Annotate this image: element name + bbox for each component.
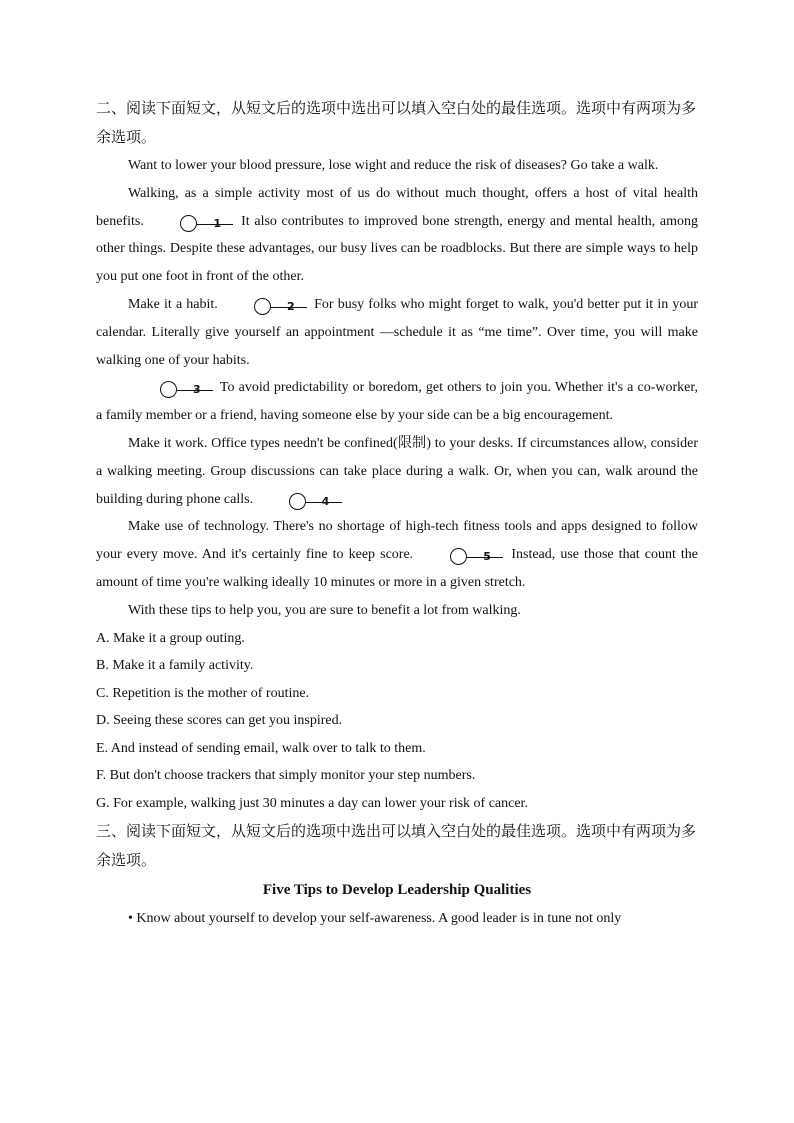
paragraph-text: It also contributes to improved bone strength, energy and mental health, among other things. Despite these advantages, our busy lives can be roadblocks. But there are simple ways to help you put one foot in front of the other.: [96, 213, 698, 285]
worksheet-page: [96, 94, 698, 933]
passage-title: Five Tips to Develop Leadership Qualities: [262, 882, 532, 899]
passage-paragraph-5: [96, 430, 698, 513]
blank-number: 4: [289, 493, 306, 510]
option-g[interactable]: G. For example, walking just 30 minutes a day can lower your risk of cancer.: [96, 795, 528, 811]
blank-number: 1: [180, 215, 197, 232]
option-list: [96, 625, 698, 818]
blank-line: [177, 378, 213, 391]
passage-paragraph-7: [96, 597, 698, 625]
blank-line: [197, 212, 233, 225]
option-d[interactable]: D. Seeing these scores can get you inspired.: [96, 713, 343, 729]
paragraph-text: Make it work. Office types needn't be confined(: [128, 435, 398, 451]
blank-3[interactable]: [128, 374, 216, 402]
blank-number: 5: [450, 548, 467, 565]
blank-number: 2: [254, 298, 271, 315]
paragraph-text: • Know about yourself to develop your self-awareness. A good leader is in tune not only: [128, 911, 622, 927]
paragraph-text: ) to your desks. If circumstances allow, consider a walking meeting. Group discussions can take place during a walk. Or, when you can, walk around the building during phone calls.: [96, 435, 698, 507]
paragraph-text: Make use of technology. There's no shortage of high-tech fitness tools and apps designed to follow your every move. And it's certainly fine to keep score.: [96, 519, 698, 563]
blank-1[interactable]: [148, 208, 236, 236]
paragraph-text: For busy folks who might forget to walk, you'd better put it in your calendar. Literally give yourself an appointment —schedule it as “me time”. Over time, you will make walking one of your habits.: [96, 296, 699, 368]
option-e[interactable]: E. And instead of sending email, walk over to talk to them.: [96, 740, 426, 756]
chinese-gloss: 限制: [397, 434, 427, 451]
paragraph-text: To avoid predictability or boredom, get others to join you. Whether it's a co-worker, a family member or a friend, having someone else by your side can be a big encouragement.: [96, 380, 698, 424]
option-a[interactable]: A. Make it a group outing.: [96, 630, 245, 646]
paragraph-text: Instead, use those that count the amount of time you're walking ideally 10 minutes or more in a given stretch.: [96, 547, 699, 590]
passage-paragraph-6: [96, 513, 698, 596]
paragraph-text: With these tips to help you, you are sure to benefit a lot from walking.: [128, 602, 521, 618]
paragraph-text: Make it a habit.: [128, 296, 218, 312]
section-2-heading: 二、阅读下面短文，从短文后的选项中选出可以填入空白处的最佳选项。选项中有两项为多余选项。: [96, 99, 697, 146]
blank-line: [306, 490, 342, 503]
option-f[interactable]: F. But don't choose trackers that simply monitor your step numbers.: [96, 768, 476, 784]
passage-paragraph-1: [96, 152, 698, 180]
passage-paragraph-3: [96, 291, 698, 374]
blank-4[interactable]: [257, 486, 345, 514]
blank-number: 3: [160, 381, 177, 398]
blank-2[interactable]: [222, 291, 310, 319]
blank-line: [271, 295, 307, 308]
passage-paragraph-2: [96, 180, 698, 291]
option-c[interactable]: C. Repetition is the mother of routine.: [96, 685, 310, 701]
paragraph-text: Walking, as a simple activity most of us do without much thought, offers a host of vital health benefits.: [96, 185, 698, 229]
passage-paragraph-4: [96, 374, 698, 430]
blank-5[interactable]: [418, 541, 506, 569]
paragraph-text: Want to lower your blood pressure, lose wight and reduce the risk of diseases? Go take a walk.: [128, 158, 659, 173]
blank-line: [467, 545, 503, 558]
section-3-paragraph-1: [96, 905, 698, 933]
option-b[interactable]: B. Make it a family activity.: [96, 658, 254, 674]
section-3-heading: 三、阅读下面短文，从短文后的选项中选出可以填入空白处的最佳选项。选项中有两项为多余选项。: [96, 822, 697, 870]
